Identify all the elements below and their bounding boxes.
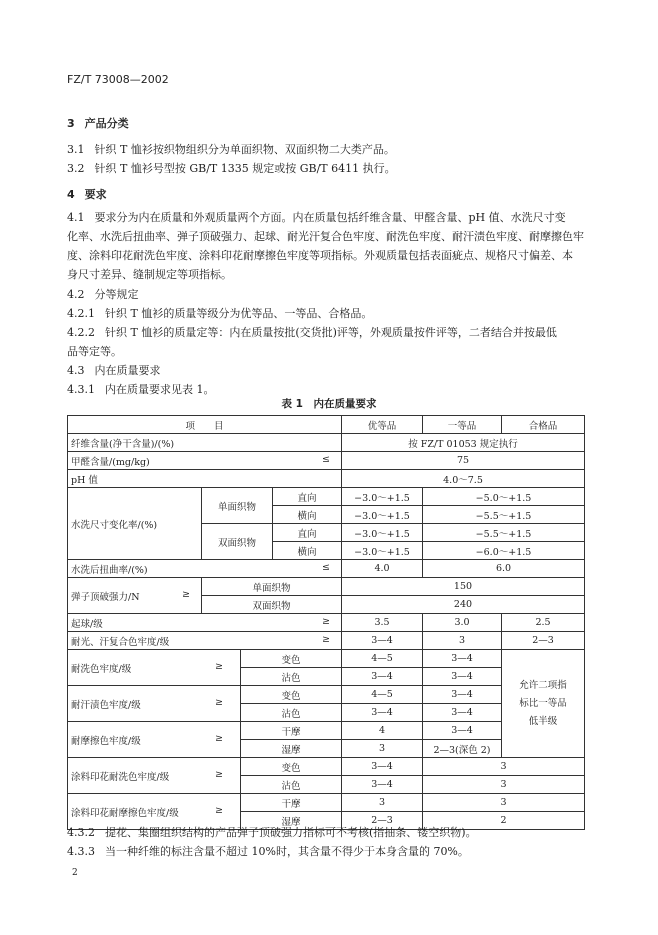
clause-4-3-1: 4.3.1 内在质量要求见表 1。 [67,383,215,396]
table-row [68,650,585,668]
cell-value: −3.0～+1.5 [342,488,423,506]
clause-4-1-line: 度、涂料印花耐洗色牢度、涂料印花耐摩擦色牢度等项指标。外观质量包括表面疵点、规格尺寸偏差、本 [67,249,573,262]
cell-value: 3—4 [423,668,502,686]
cell-value: −6.0～+1.5 [423,542,585,560]
clause-4-2-1: 4.2.1 针织 T 恤衫的质量等级分为优等品、一等品、合格品。 [67,307,373,320]
clause-4-3: 4.3 内在质量要求 [67,364,161,377]
clause-4-1-line: 身尺寸差异、缝制规定等项指标。 [67,268,232,281]
table-header-row [68,416,585,434]
sub-label: 单面织物 [202,488,273,524]
cell-value: 3—4 [342,668,423,686]
cell-value: 4 [342,722,423,740]
cell-value: 150 [342,578,585,596]
clause-4-3-3: 4.3.3 当一种纤维的标注含量不超过 10%时，其含量不得少于本身含量的 70%。 [67,845,469,858]
sub-label: 双面织物 [202,524,273,560]
sub-label: 变色 [241,650,342,668]
sub-label: 直向 [273,524,342,542]
cell-value: 3—4 [342,632,423,650]
cell-value: 3.5 [342,614,423,632]
sub-label: 湿摩 [241,740,342,758]
sub-label: 单面织物 [202,578,342,596]
clause-4-3-2: 4.3.2 提花、集圈组织结构的产品弹子顶破强力指标可不考核(指抽条、镂空织物)。 [67,826,477,839]
sub-label: 直向 [273,488,342,506]
cell-value: 4—5 [342,650,423,668]
page-number: 2 [72,868,78,878]
cell-value: 3 [423,776,585,794]
cell-value: 3 [342,794,423,812]
row-label: 起球/级 ≥ [68,614,342,632]
cell-value: 3—4 [342,758,423,776]
row-label: 纤维含量(净干含量)/(%) [68,434,342,452]
header-superior: 优等品 [342,416,423,434]
cell-value: 2 [423,812,585,830]
table-row [68,560,585,578]
row-label: 水洗尺寸变化率/(%) [68,488,202,560]
clause-4-1-line: 化率、水洗后扭曲率、弹子顶破强力、起球、耐光汗复合色牢度、耐洗色牢度、耐汗渍色牢度、耐摩擦色牢 [67,230,584,243]
table-row [68,614,585,632]
sub-label: 横向 [273,542,342,560]
sub-label: 湿摩 [241,812,342,830]
cell-value: −3.0～+1.5 [342,506,423,524]
row-label: 水洗后扭曲率/(%) ≤ [68,560,342,578]
table-row [68,434,585,452]
row-label: 甲醛含量/(mg/kg) ≤ [68,452,342,470]
table-row [68,578,585,596]
cell-value: −3.0～+1.5 [342,524,423,542]
qualified-note: 允许二项指 标比一等品 低半级 [502,650,585,758]
cell-value: 240 [342,596,585,614]
cell-value: −5.0～+1.5 [423,488,585,506]
cell-value: 3—4 [423,722,502,740]
cell-value: 2—3(深色 2) [423,740,502,758]
quality-requirements-table [67,415,585,830]
cell-value: −5.5～+1.5 [423,506,585,524]
document-code: FZ/T 73008—2002 [67,73,169,86]
sub-label: 横向 [273,506,342,524]
clause-3-2: 3.2 针织 T 恤衫号型按 GB/T 1335 规定或按 GB/T 6411 执行。 [67,162,396,175]
header-item: 项 目 [68,416,342,434]
cell-value: 75 [342,452,585,470]
header-qualified: 合格品 [502,416,585,434]
cell-value: 3 [423,632,502,650]
sub-label: 沾色 [241,668,342,686]
cell-value: 3—4 [342,776,423,794]
section-4-heading: 4 要求 [67,188,107,201]
cell-value: 3—4 [423,686,502,704]
cell-value: 4—5 [342,686,423,704]
table-row [68,488,585,506]
clause-4-1: 4.1 要求分为内在质量和外观质量两个方面。内在质量包括纤维含量、甲醛含量、pH 值、水洗尺寸变 [67,211,566,224]
cell-value: 按 FZ/T 01053 规定执行 [342,434,585,452]
cell-value: 3 [423,758,585,776]
row-label: 涂料印花耐摩擦色牢度/级 ≥ [68,794,241,830]
table-row [68,470,585,488]
clause-4-2-2-line: 品等定等。 [67,345,122,358]
cell-value: 4.0～7.5 [342,470,585,488]
cell-value: 3—4 [423,650,502,668]
cell-value: 3—4 [423,704,502,722]
cell-value: 3.0 [423,614,502,632]
cell-value: 3 [423,794,585,812]
row-label: pH 值 [68,470,342,488]
table-row [68,452,585,470]
cell-value: −5.5～+1.5 [423,524,585,542]
cell-value: 3—4 [342,704,423,722]
sub-label: 沾色 [241,704,342,722]
table-title: 表 1 内在质量要求 [281,398,377,410]
header-first-grade: 一等品 [423,416,502,434]
cell-value: 2—3 [502,632,585,650]
clause-3-1: 3.1 针织 T 恤衫按织物组织分为单面织物、双面织物二大类产品。 [67,143,395,156]
row-label: 弹子顶破强力/N ≥ [68,578,202,614]
cell-value: 3 [342,740,423,758]
sub-label: 干摩 [241,722,342,740]
cell-value: 2.5 [502,614,585,632]
row-label: 耐洗色牢度/级 ≥ [68,650,241,686]
table-row [68,794,585,812]
section-3-heading: 3 产品分类 [67,117,129,130]
sub-label: 变色 [241,758,342,776]
cell-value: 6.0 [423,560,585,578]
cell-value: 2—3 [342,812,423,830]
row-label: 耐摩擦色牢度/级 ≥ [68,722,241,758]
clause-4-2: 4.2 分等规定 [67,288,139,301]
row-label: 耐光、汗复合色牢度/级 ≥ [68,632,342,650]
cell-value: 4.0 [342,560,423,578]
sub-label: 干摩 [241,794,342,812]
row-label: 耐汗渍色牢度/级 ≥ [68,686,241,722]
clause-4-2-2: 4.2.2 针织 T 恤衫的质量定等：内在质量按批(交货批)评等，外观质量按件评等，二者结合并按最低 [67,326,557,339]
table-row [68,758,585,776]
sub-label: 变色 [241,686,342,704]
sub-label: 沾色 [241,776,342,794]
table-row [68,632,585,650]
cell-value: −3.0～+1.5 [342,542,423,560]
row-label: 涂料印花耐洗色牢度/级 ≥ [68,758,241,794]
sub-label: 双面织物 [202,596,342,614]
